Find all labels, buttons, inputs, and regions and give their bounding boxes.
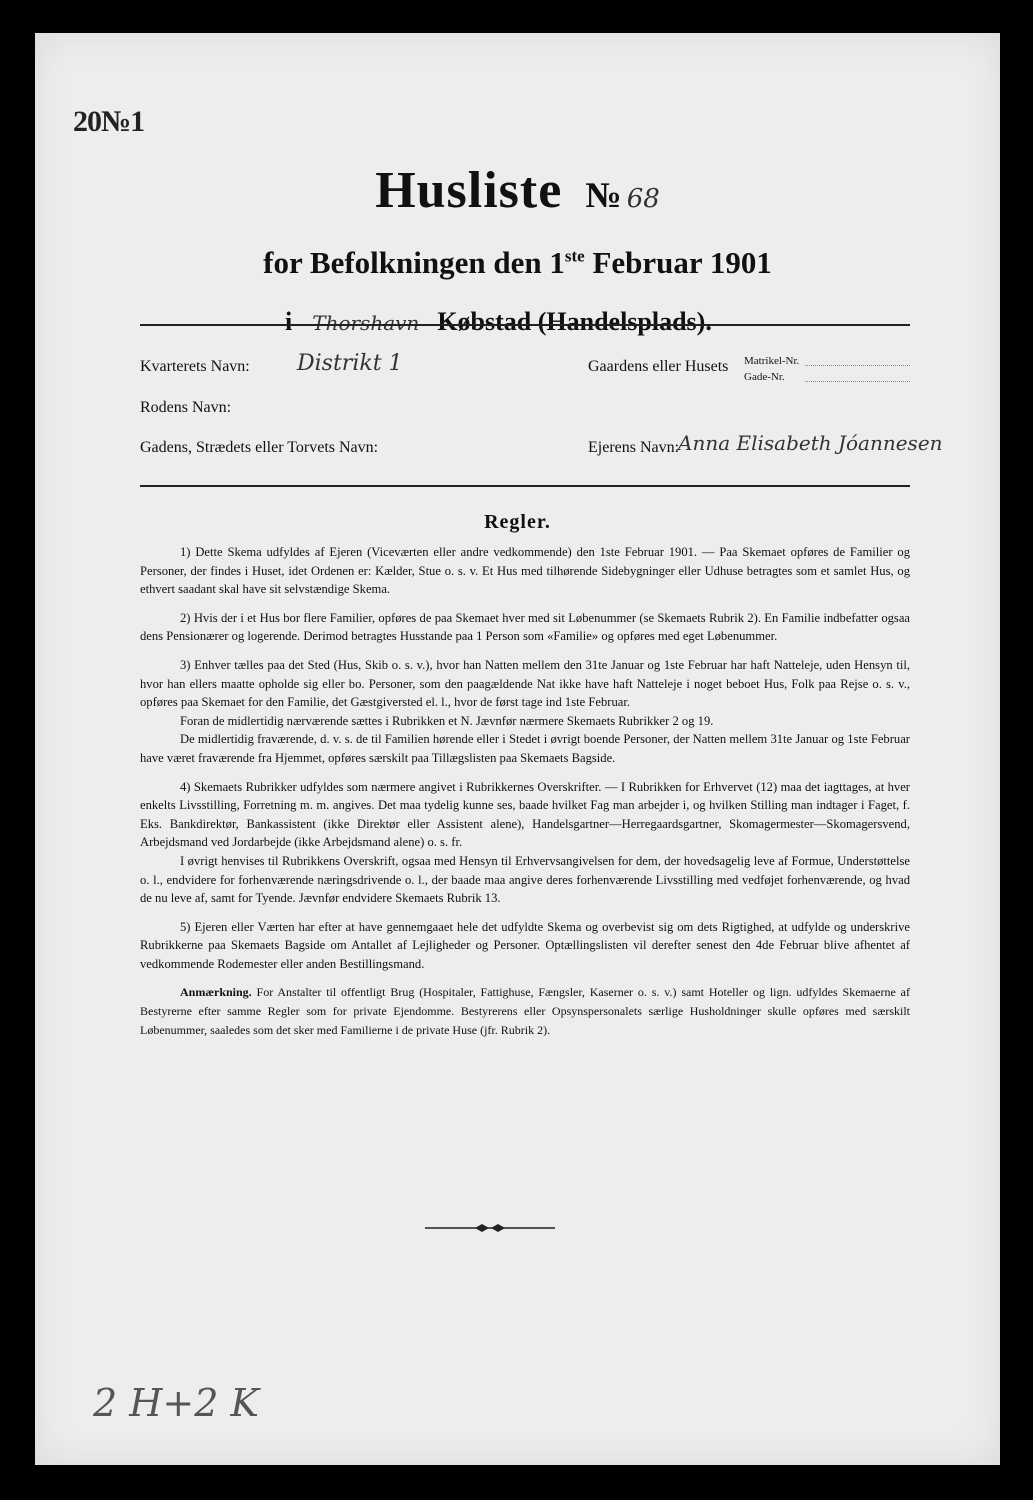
matrikel-label: Matrikel-Nr. <box>744 355 800 367</box>
form-title: Husliste <box>375 162 563 219</box>
gade-nr-label: Gade-Nr. <box>744 371 785 383</box>
bottom-divider <box>140 485 910 487</box>
annotation-note <box>140 983 910 1039</box>
note-text: For Anstalter til offentligt Brug (Hospitaler, Fattighuse, Fængsler, Kaserner o. s. v.) samt Hoteller og lign. udfyldes Skemaerne af Bestyrerne efter samme Regler som for private Ejendomme. Bestyrerens eller Opsynspersonalets særlige Husholdninger skulle opføres med særskilt Løbenummer, saaledes som det sker med Familierne i de private Huse (jfr. Rubrik 2). <box>140 985 910 1037</box>
rule-5: 5) Ejeren eller Værten har efter at have gennemgaaet hele det udfyldte Skema og overbevist sig om dets Rigtighed, at udfylde og underskrive Rubrikkerne paa Skemaets Bagside om Antallet af Lejligheder og Personer. Optællingslisten vil derefter senest den 4de Februar blive afhentet af vedkommende Rodemester eller anden Bestillingsmand. <box>140 919 910 971</box>
rule-4: 4) Skemaets Rubrikker udfyldes som nærmere angivet i Rubrikkernes Overskrifter. — I Rubrikken for Erhvervet (12) maa det iagttages, at hver enkelts Livsstilling, Forretning m. m. angives. Det maa tydelig kunne ses, baade hvilket Fag man arbejder i, og hvilken Stilling man indtager i Faget, f. Eks. Bankdirektør, Bankassistent (ikke Direktør eller Assistent alene), Handelsgartner—Herregaardsgartner, Skomagermester—Skomagersvend, Arbejdsmand ved Jordarbejde (ikke Arbejdsmand alene) o. s. fr. <box>140 779 910 850</box>
title-row <box>35 161 1000 220</box>
rode-label: Rodens Navn: <box>140 399 232 416</box>
gade-label: Gadens, Strædets eller Torvets Navn: <box>140 439 379 456</box>
rule-2: 2) Hvis der i et Hus bor flere Familier, opføres de paa Skemaet hver med sit Løbenummer (se Skemaets Rubrik 2). En Familie indbefatter ogsaa dens Pensionærer og logerende. Derimod betragtes Husstande paa 1 Person som «Familie» og opføres med eget Løbenummer. <box>140 610 910 644</box>
ejer-value: Anna Elisabeth Jóannesen <box>678 431 943 455</box>
gade-nr-dotline <box>805 381 910 382</box>
archive-stamp: 20№1 <box>73 105 145 138</box>
kvarter-label: Kvarterets Navn: <box>140 358 250 375</box>
pencil-annotation: 2 H+2 K <box>93 1381 259 1425</box>
rule-3-cont-b: De midlertidig fraværende, d. v. s. de til Familien hørende eller i Stedet i øvrigt boende Personer, der Natten mellem 31te Januar og 1ste Februar have været fraværende fra Hjemmet, opføres særskilt paa Tillægslisten paa Skemaets Bagside. <box>140 732 910 765</box>
subtitle-post: Februar 1901 <box>584 245 772 280</box>
town-line <box>285 307 712 337</box>
town-prefix: i <box>285 307 293 336</box>
handwritten-list-number: 68 <box>626 184 660 214</box>
handwritten-town: Thorshavn <box>312 311 420 335</box>
note-label: Anmærkning. <box>180 985 252 1000</box>
ejer-label: Ejerens Navn: <box>588 439 680 456</box>
rule-4-cont: I øvrigt henvises til Rubrikkens Overskrift, ogsaa med Hensyn til Erhvervsangivelsen for dem, der hovedsagelig leve af Formue, Understøttelse o. l., endvidere for forhenværende næringsdrivende o. l., der baade maa angive deres forhenværende Livsstilling med vedføjet forhenværende, og hvad de nu leve af, samt for Tyende. Jævnfør endvidere Skemaets Rubrik 13. <box>140 853 910 906</box>
rules-heading: Regler. <box>484 511 551 533</box>
town-suffix: Købstad (Handelsplads). <box>437 307 712 336</box>
matrikel-dotline <box>805 365 910 366</box>
ornament-divider <box>425 1223 555 1233</box>
gaard-label: Gaardens eller Husets <box>588 358 729 375</box>
subtitle-pre: for Befolkningen den 1 <box>263 245 565 280</box>
rule-1: 1) Dette Skema udfyldes af Ejeren (Viceværten eller andre vedkommende) den 1ste Februar 1901. — Paa Skemaet opføres de Familier og Personer, der findes i Huset, idet Ordenen er: Kælder, Stue o. s. v. Et Hus med tilhørende Sidebygninger eller Udhuse betragtes som et samlet Hus, og ethvert saadant skal have sit selvstændige Skema. <box>140 545 910 597</box>
rule-3-cont-a: Foran de midlertidig nærværende sættes i Rubrikken et N. Jævnfør nærmere Skemaets Rubrikker 2 og 19. <box>180 713 714 728</box>
house-number-brace <box>744 353 799 385</box>
census-form-page <box>35 33 1000 1465</box>
number-sign: № <box>585 175 622 215</box>
rules-body <box>140 543 910 1049</box>
top-divider <box>140 324 910 326</box>
form-subtitle <box>35 245 1000 281</box>
rule-3: 3) Enhver tælles paa det Sted (Hus, Skib o. s. v.), hvor han Natten mellem den 31te Januar og 1ste Februar har haft Natteleje, uden Hensyn til, hvor han ellers maatte opholde sig eller bo. Personer, som den paagældende Nat ikke have haft Natteleje i noget beboet Hus, Folk paa Rejse o. s. v., opføres paa Skemaet for den Familie, det Gæstgiversted el. l., hvor de først tage ind 1ste Februar. <box>140 657 910 710</box>
subtitle-sup: ste <box>564 246 585 266</box>
kvarter-value: Distrikt 1 <box>297 351 403 376</box>
